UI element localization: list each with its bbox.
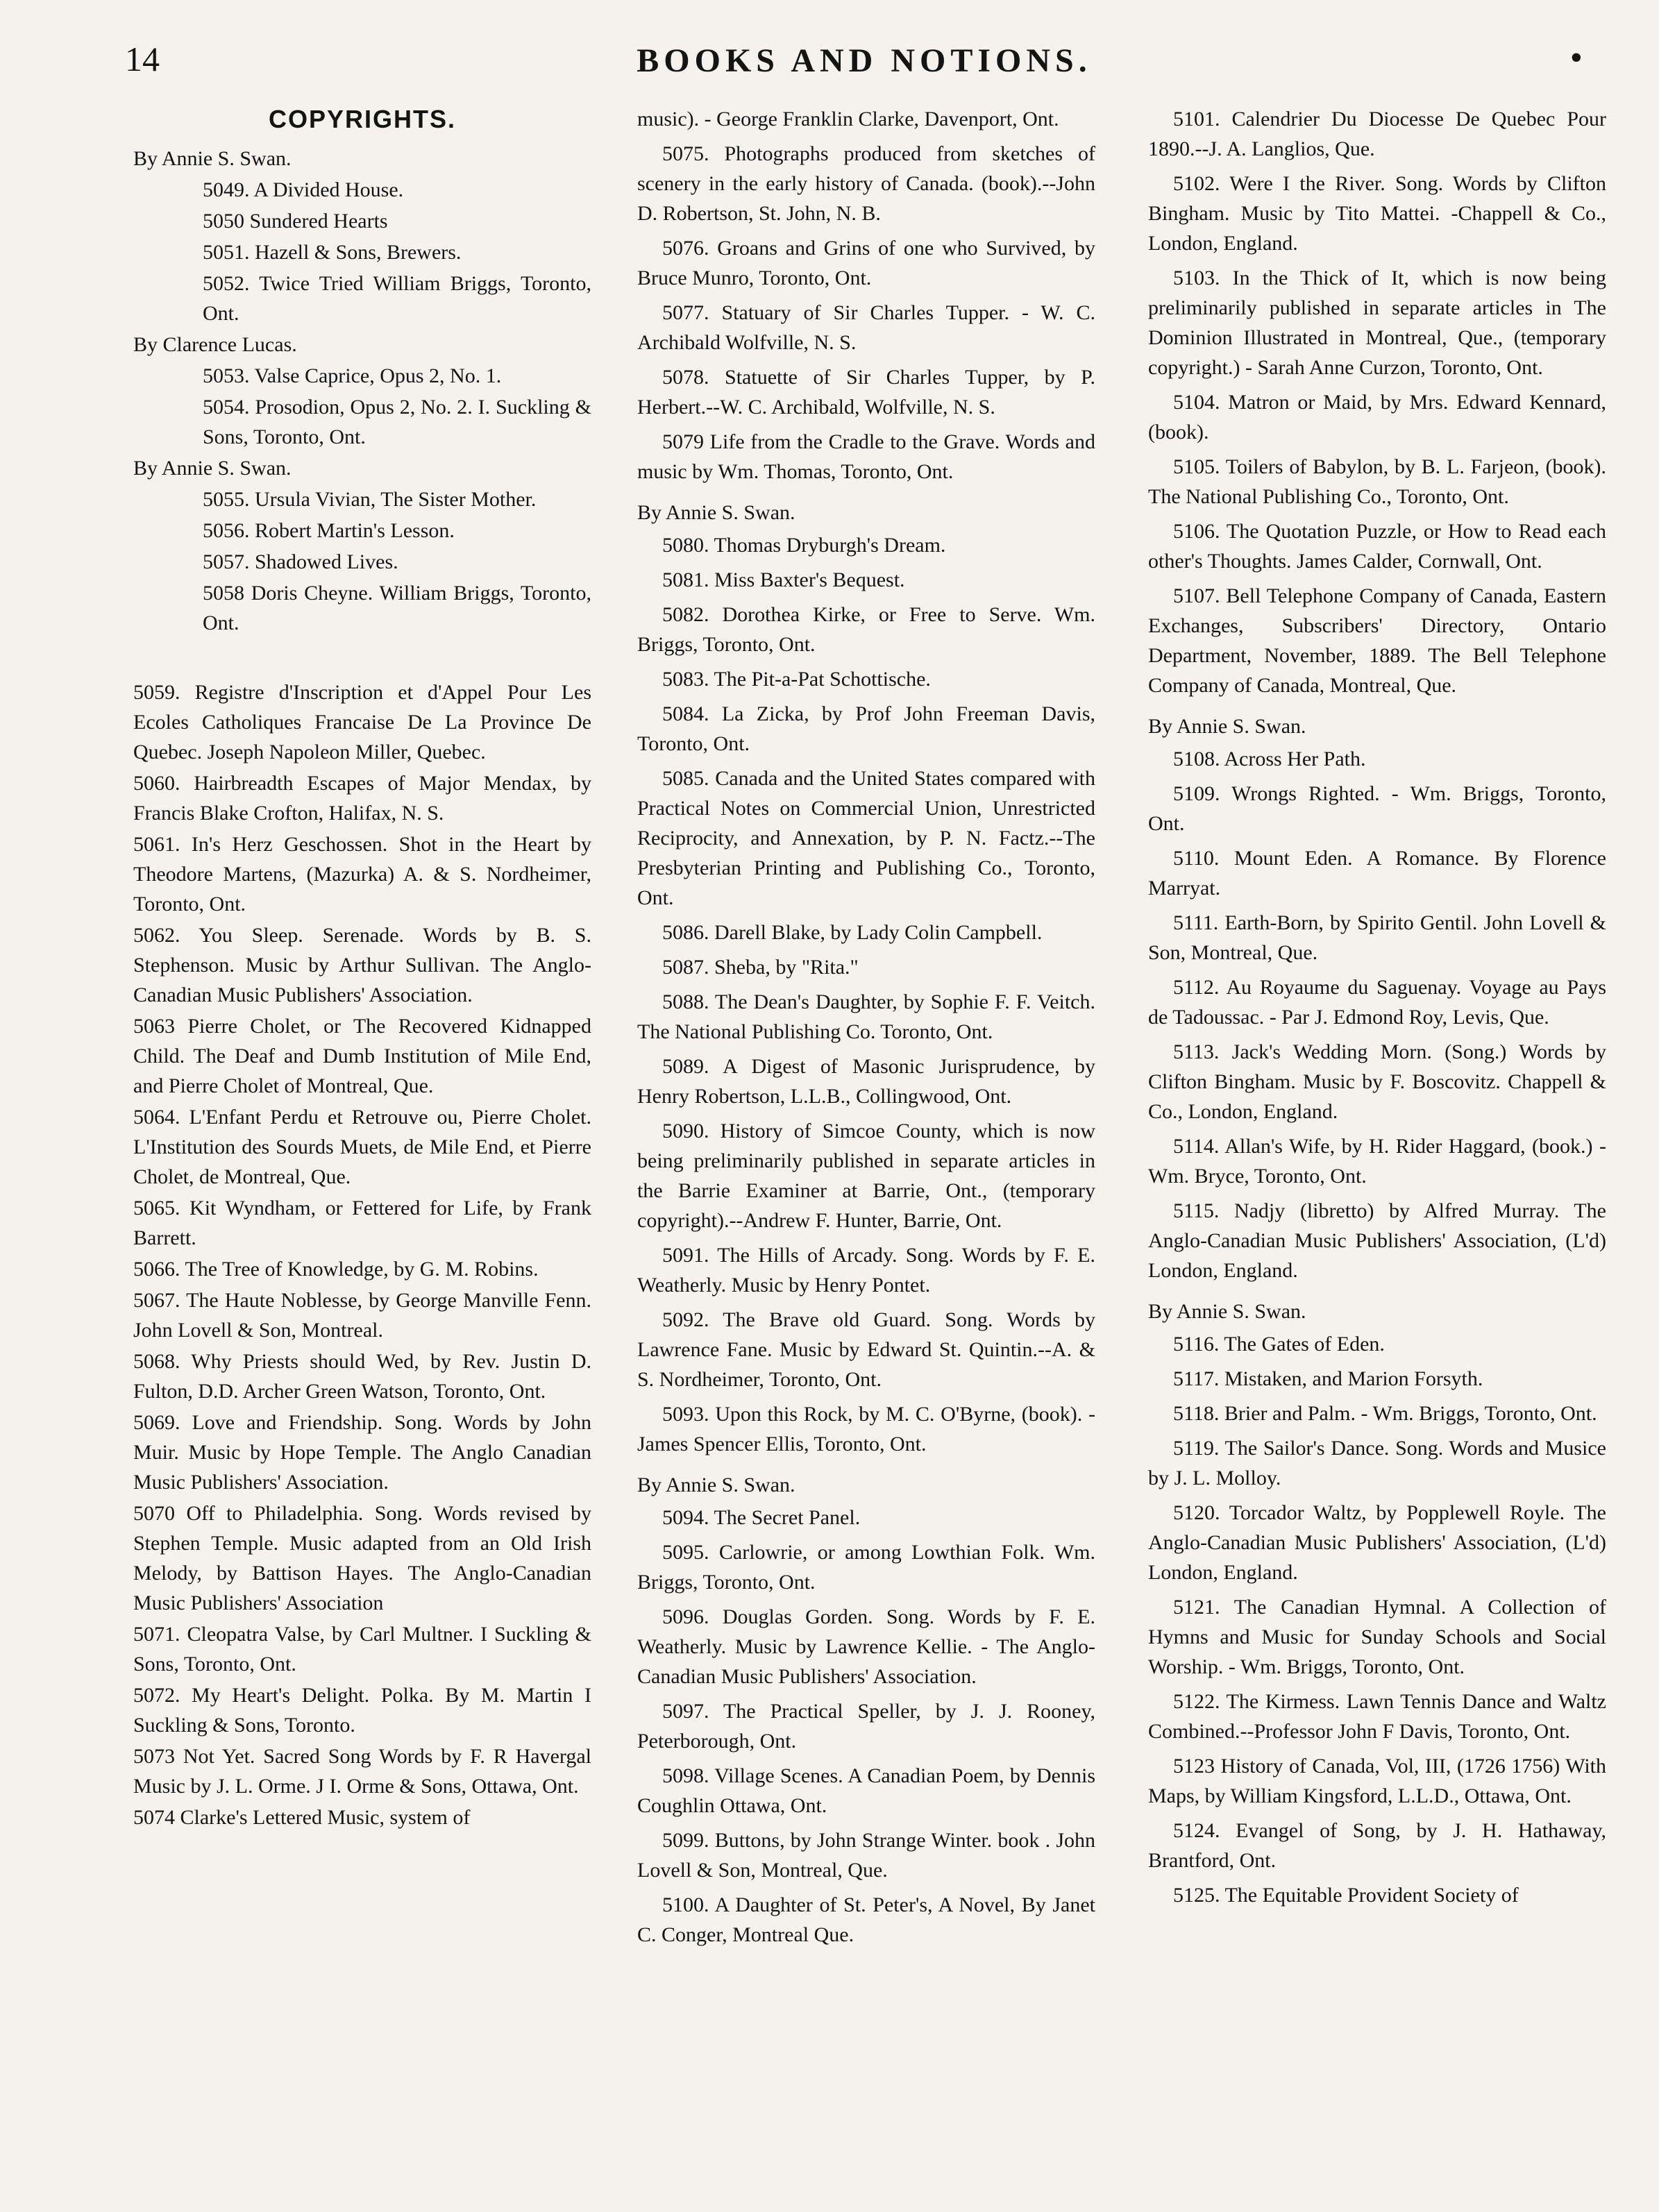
spacer (133, 639, 591, 677)
copyright-entry: 5070 Off to Philadelphia. Song. Words revised by Stephen Temple. Music adapted from an Old Irish Melody, by Battison Hayes. The Anglo-Canadian Music Publishers' Association (133, 1502, 591, 1614)
copyright-entry: 5080. Thomas Dryburgh's Dream. (662, 534, 946, 557)
copyright-entry: 5066. The Tree of Knowledge, by G. M. Robins. (133, 1258, 539, 1281)
copyright-entry: 5101. Calendrier Du Diocesse De Quebec Pour 1890.--J. A. Langlios, Que. (1148, 108, 1606, 160)
copyright-entry: 5062. You Sleep. Serenade. Words by B. S. Stephenson. Music by Arthur Sullivan. The Anglo-Canadian Music Publishers' Association. (133, 924, 591, 1006)
copyright-entry: 5053. Valse Caprice, Opus 2, No. 1. (203, 364, 502, 387)
copyright-entry: 5088. The Dean's Daughter, by Sophie F. F. Veitch. The National Publishing Co. Toronto, Ont. (637, 990, 1095, 1043)
copyright-entry: 5090. History of Simcoe County, which is now being preliminarily published in separate articles in the Barrie Examiner at Barrie, Ont., (temporary copyright).--Andrew F. Hunter, Barrie, Ont. (637, 1120, 1095, 1232)
copyright-entry: 5085. Canada and the United States compared with Practical Notes on Commercial Union, Unrestricted Reciprocity, and Annexation, by P. N. Factz.--The Presbyterian Printing and Publishing Co., Toronto, Ont. (637, 767, 1095, 909)
copyright-entry: 5073 Not Yet. Sacred Song Words by F. R Havergal Music by J. L. Orme. J I. Orme & Sons, Ottawa, Ont. (133, 1745, 591, 1798)
copyright-entry: 5116. The Gates of Eden. (1173, 1333, 1385, 1356)
copyright-entry: 5086. Darell Blake, by Lady Colin Campbell. (662, 921, 1043, 944)
copyright-entry: 5108. Across Her Path. (1173, 748, 1366, 770)
copyright-entry: 5124. Evangel of Song, by J. H. Hathaway, Brantford, Ont. (1148, 1819, 1606, 1872)
author-heading: By Annie S. Swan. (637, 1474, 795, 1496)
copyright-entry: 5083. The Pit-a-Pat Schottische. (662, 668, 931, 691)
copyright-entry: 5065. Kit Wyndham, or Fettered for Life, by Frank Barrett. (133, 1197, 591, 1249)
copyright-entry: 5055. Ursula Vivian, The Sister Mother. (203, 488, 537, 511)
copyright-entry: 5079 Life from the Cradle to the Grave. Words and music by Wm. Thomas, Toronto, Ont. (637, 430, 1095, 483)
copyright-entry: 5092. The Brave old Guard. Song. Words by Lawrence Fane. Music by Edward St. Quintin.--A. & S. Nordheimer, Toronto, Ont. (637, 1308, 1095, 1391)
author-heading: By Annie S. Swan. (637, 501, 795, 524)
copyright-entry: 5117. Mistaken, and Marion Forsyth. (1173, 1367, 1483, 1390)
copyright-entry: 5052. Twice Tried William Briggs, Toronto, Ont. (203, 272, 591, 325)
copyright-entry: 5084. La Zicka, by Prof John Freeman Davis, Toronto, Ont. (637, 702, 1095, 755)
copyright-entry: 5111. Earth-Born, by Spirito Gentil. John Lovell & Son, Montreal, Que. (1148, 911, 1606, 964)
copyright-entry: 5081. Miss Baxter's Bequest. (662, 568, 905, 591)
copyright-entry: 5060. Hairbreadth Escapes of Major Mendax, by Francis Blake Crofton, Halifax, N. S. (133, 772, 591, 825)
copyright-entry: 5123 History of Canada, Vol, III, (1726 1756) With Maps, by William Kingsford, L.L.D., Ottawa, Ont. (1148, 1755, 1606, 1807)
bullet-mark: • (1569, 38, 1583, 78)
copyright-entry: 5063 Pierre Cholet, or The Recovered Kidnapped Child. The Deaf and Dumb Institution of Mile End, and Pierre Cholet of Montreal, Que. (133, 1015, 591, 1097)
copyright-entry: 5094. The Secret Panel. (662, 1506, 861, 1529)
column-2 (637, 104, 1095, 1955)
copyright-entry: 5082. Dorothea Kirke, or Free to Serve. Wm. Briggs, Toronto, Ont. (637, 603, 1095, 656)
author-heading: By Annie S. Swan. (1148, 715, 1306, 738)
copyright-entry: 5119. The Sailor's Dance. Song. Words and Musice by J. L. Molloy. (1148, 1437, 1606, 1489)
copyright-entry: 5078. Statuette of Sir Charles Tupper, by P. Herbert.--W. C. Archibald, Wolfville, N. S. (637, 366, 1095, 419)
column-3 (1148, 104, 1606, 1915)
copyright-entry: 5054. Prosodion, Opus 2, No. 2. I. Suckling & Sons, Toronto, Ont. (203, 396, 591, 448)
copyright-entry: 5050 Sundered Hearts (203, 210, 388, 233)
author-heading: By Annie S. Swan. (1148, 1300, 1306, 1323)
copyright-entry: 5058 Doris Cheyne. William Briggs, Toronto, Ont. (203, 582, 591, 634)
copyright-entry: 5074 Clarke's Lettered Music, system of (133, 1806, 471, 1829)
author-heading: By Clarence Lucas. (133, 333, 297, 356)
copyright-entry: 5114. Allan's Wife, by H. Rider Haggard, (book.) - Wm. Bryce, Toronto, Ont. (1148, 1135, 1606, 1188)
copyright-entry: 5109. Wrongs Righted. - Wm. Briggs, Toronto, Ont. (1148, 782, 1606, 835)
copyright-entry: 5105. Toilers of Babylon, by B. L. Farjeon, (book). The National Publishing Co., Toronto, Ont. (1148, 455, 1606, 508)
copyright-entry: 5064. L'Enfant Perdu et Retrouve ou, Pierre Cholet. L'Institution des Sourds Muets, de Mile End, et Pierre Cholet, de Montreal, Que. (133, 1106, 591, 1188)
copyright-entry: 5069. Love and Friendship. Song. Words by John Muir. Music by Hope Temple. The Anglo Canadian Music Publishers' Association. (133, 1411, 591, 1494)
copyright-entry: 5096. Douglas Gorden. Song. Words by F. E. Weatherly. Music by Lawrence Kellie. - The Anglo-Canadian Music Publishers' Association. (637, 1605, 1095, 1688)
page-number: 14 (125, 40, 160, 78)
author-heading: By Annie S. Swan. (133, 457, 292, 480)
copyright-entry: 5049. A Divided House. (203, 178, 404, 201)
copyright-entry: 5122. The Kirmess. Lawn Tennis Dance and Waltz Combined.--Professor John F Davis, Toronto, Ont. (1148, 1690, 1606, 1743)
copyright-entry: 5100. A Daughter of St. Peter's, A Novel, By Janet C. Conger, Montreal Que. (637, 1893, 1095, 1946)
copyright-entry: 5102. Were I the River. Song. Words by Clifton Bingham. Music by Tito Mattei. -Chappell & Co., London, England. (1148, 172, 1606, 255)
copyright-entry: 5059. Registre d'Inscription et d'Appel Pour Les Ecoles Catholiques Francaise De La Province De Quebec. Joseph Napoleon Miller, Quebec. (133, 681, 591, 763)
copyright-entry: 5095. Carlowrie, or among Lowthian Folk. Wm. Briggs, Toronto, Ont. (637, 1541, 1095, 1594)
page-header (125, 33, 1603, 89)
copyright-entry: 5107. Bell Telephone Company of Canada, Eastern Exchanges, Subscribers' Directory, Ontario Department, November, 1889. The Bell Telephone Company of Canada, Montreal, Que. (1148, 584, 1606, 697)
copyright-entry: 5104. Matron or Maid, by Mrs. Edward Kennard, (book). (1148, 391, 1606, 444)
copyright-entry: 5077. Statuary of Sir Charles Tupper. - W. C. Archibald Wolfville, N. S. (637, 301, 1095, 354)
copyright-entry: 5118. Brier and Palm. - Wm. Briggs, Toronto, Ont. (1173, 1402, 1597, 1425)
copyright-entry: 5115. Nadjy (libretto) by Alfred Murray. The Anglo-Canadian Music Publishers' Association, (L'd) London, England. (1148, 1199, 1606, 1282)
copyright-entry: 5098. Village Scenes. A Canadian Poem, by Dennis Coughlin Ottawa, Ont. (637, 1764, 1095, 1817)
copyright-entry: 5091. The Hills of Arcady. Song. Words by F. E. Weatherly. Music by Henry Pontet. (637, 1244, 1095, 1297)
running-title: BOOKS AND NOTIONS. (637, 42, 1092, 79)
copyright-entry: 5121. The Canadian Hymnal. A Collection of Hymns and Music for Sunday Schools and Social Worship. - Wm. Briggs, Toronto, Ont. (1148, 1596, 1606, 1678)
copyright-entry: 5072. My Heart's Delight. Polka. By M. Martin I Suckling & Sons, Toronto. (133, 1684, 591, 1737)
copyright-entry: 5061. In's Herz Geschossen. Shot in the Heart by Theodore Martens, (Mazurka) A. & S. Nordheimer, Toronto, Ont. (133, 833, 591, 915)
copyright-entry: 5068. Why Priests should Wed, by Rev. Justin D. Fulton, D.D. Archer Green Watson, Toronto, Ont. (133, 1350, 591, 1403)
author-heading: By Annie S. Swan. (133, 147, 292, 170)
copyright-entry: 5057. Shadowed Lives. (203, 550, 398, 573)
copyright-entry: 5106. The Quotation Puzzle, or How to Read each other's Thoughts. James Calder, Cornwall, Ont. (1148, 520, 1606, 573)
copyright-entry: 5120. Torcador Waltz, by Popplewell Royle. The Anglo-Canadian Music Publishers' Association, (L'd) London, England. (1148, 1501, 1606, 1584)
copyright-entry: 5075. Photographs produced from sketches of scenery in the early history of Canada. (book).--John D. Robertson, St. John, N. B. (637, 142, 1095, 225)
copyright-entry: 5113. Jack's Wedding Morn. (Song.) Words by Clifton Bingham. Music by F. Boscovitz. Chappell & Co., London, England. (1148, 1040, 1606, 1123)
copyright-entry: 5087. Sheba, by "Rita." (662, 956, 859, 979)
copyright-entry: 5056. Robert Martin's Lesson. (203, 519, 455, 542)
copyright-entry: 5067. The Haute Noblesse, by George Manville Fenn. John Lovell & Son, Montreal. (133, 1289, 591, 1342)
copyright-entry: 5076. Groans and Grins of one who Survived, by Bruce Munro, Toronto, Ont. (637, 237, 1095, 289)
copyright-entry: 5097. The Practical Speller, by J. J. Rooney, Peterborough, Ont. (637, 1700, 1095, 1753)
copyright-entry: 5051. Hazell & Sons, Brewers. (203, 241, 462, 264)
copyright-entry: 5103. In the Thick of It, which is now being preliminarily published in separate articles in The Dominion Illustrated in Montreal, Que., (temporary copyright.) - Sarah Anne Curzon, Toronto, Ont. (1148, 267, 1606, 379)
copyright-entry: music). - George Franklin Clarke, Davenport, Ont. (637, 108, 1059, 130)
copyright-entry: 5093. Upon this Rock, by M. C. O'Byrne, (book). - James Spencer Ellis, Toronto, Ont. (637, 1403, 1095, 1455)
column-1 (133, 104, 591, 1834)
copyright-entry: 5099. Buttons, by John Strange Winter. book . John Lovell & Son, Montreal, Que. (637, 1829, 1095, 1882)
copyright-entry: 5089. A Digest of Masonic Jurisprudence, by Henry Robertson, L.L.B., Collingwood, Ont. (637, 1055, 1095, 1108)
copyright-entry: 5112. Au Royaume du Saguenay. Voyage au Pays de Tadoussac. - Par J. Edmond Roy, Levis, Que. (1148, 976, 1606, 1029)
copyright-entry: 5125. The Equitable Provident Society of (1173, 1884, 1519, 1907)
copyright-entry: 5110. Mount Eden. A Romance. By Florence Marryat. (1148, 847, 1606, 900)
copyright-entry: 5071. Cleopatra Valse, by Carl Multner. I Suckling & Sons, Toronto, Ont. (133, 1623, 591, 1675)
section-title: COPYRIGHTS. (268, 105, 457, 133)
